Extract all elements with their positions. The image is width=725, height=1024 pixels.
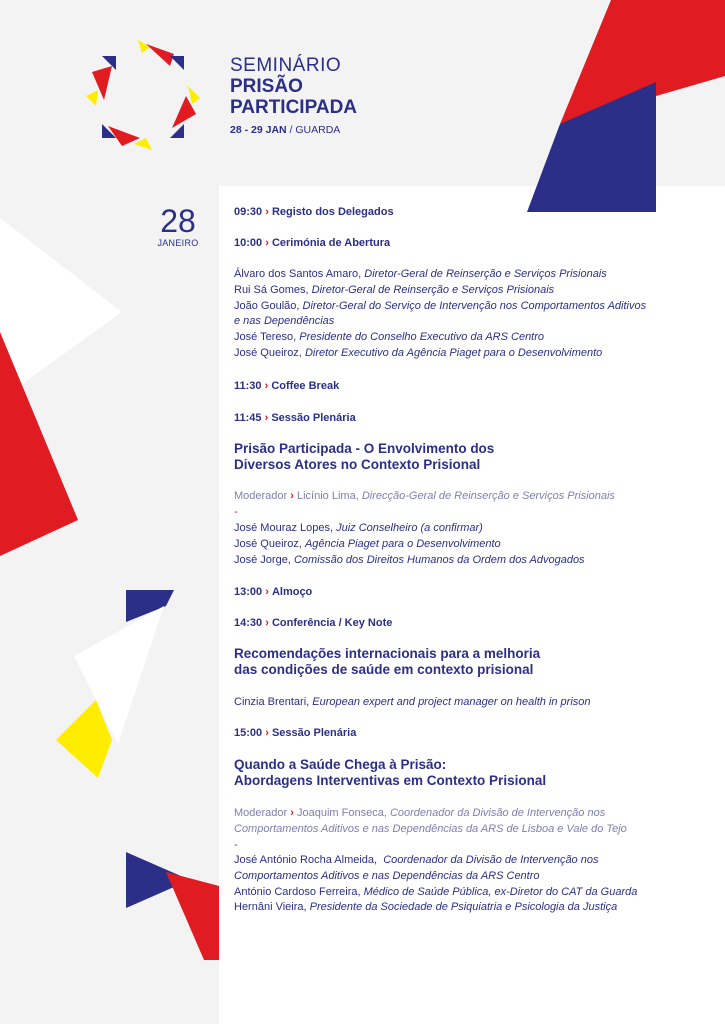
logo-shape: [86, 90, 98, 106]
session-title-line: Recomendações internacionais para a melhoria: [234, 646, 541, 661]
speaker-name: Álvaro dos Santos Amaro,: [234, 268, 362, 280]
speaker-line: [234, 314, 704, 330]
speaker-role: Presidente da Sociedade de Psiquiatria e Psicologia da Justiça: [309, 901, 618, 914]
day-marker: [150, 204, 206, 248]
speaker-line: [234, 330, 704, 346]
arrow-icon: ›: [264, 380, 269, 392]
arrow-icon: ›: [264, 412, 269, 424]
speaker-name: Cinzia Brentari,: [234, 696, 310, 708]
item-time: 09:30: [234, 206, 263, 218]
logo-shape: [188, 86, 200, 104]
item-abertura: [234, 236, 704, 252]
header-dates: 28 - 29 JAN: [230, 124, 287, 136]
item-coffee: [234, 379, 704, 395]
item-label: Sessão Plenária: [271, 412, 356, 424]
speaker-role: Comissão dos Direitos Humanos da Ordem dos Advogados: [293, 553, 585, 566]
item-label: Coffee Break: [271, 380, 340, 392]
speaker-role: Diretor-Geral de Reinserção e Serviços Prisionais: [311, 283, 555, 296]
speaker-line: [234, 521, 704, 537]
item-time: 14:30: [234, 617, 263, 629]
arrow-icon: ›: [290, 807, 294, 819]
header-place: GUARDA: [295, 124, 341, 136]
item-conferencia: [234, 616, 704, 632]
moderator-line: [234, 489, 704, 505]
speaker-role: Médico de Saúde Pública, ex-Diretor do CAT da Guarda: [363, 885, 638, 898]
speaker-name: José Queiroz,: [234, 346, 302, 359]
session-title-line: das condições de saúde em contexto prisional: [234, 662, 534, 677]
dash-separator: -: [234, 838, 238, 851]
speaker-role: e nas Dependências: [234, 315, 335, 328]
speaker-line: [234, 537, 704, 553]
item-time: 11:45: [234, 412, 262, 424]
item-time: 13:00: [234, 586, 263, 598]
speaker-name: Rui Sá Gomes,: [234, 283, 309, 296]
speaker-line: [234, 869, 704, 885]
day-number: 28: [160, 203, 196, 239]
moderator-label: Moderador: [234, 807, 288, 819]
deco-triangle-white: [0, 218, 122, 400]
speaker-role: Diretor-Geral do Serviço de Intervenção nos Comportamentos Aditivos: [302, 299, 647, 312]
item-plenaria-2: [234, 726, 704, 742]
logo-shape: [134, 138, 152, 150]
moderator-line: [234, 822, 704, 838]
header-separator: /: [286, 124, 296, 136]
speaker-line: [234, 900, 704, 916]
session-title-3: [234, 757, 704, 789]
arrow-icon: ›: [265, 586, 269, 598]
speaker-role: European expert and project manager on health in prison: [312, 696, 591, 708]
seminar-logo: [86, 40, 200, 150]
speaker-name: José Queiroz,: [234, 537, 302, 550]
moderator-2: [234, 806, 704, 853]
moderator-role: Direcção-Geral de Reinserção e Serviços Prisionais: [361, 490, 615, 502]
speaker-name: João Goulão,: [234, 299, 300, 312]
speaker-role: Coordenador da Divisão de Intervenção nos: [383, 854, 599, 866]
item-time: 10:00: [234, 237, 263, 249]
item-time: 15:00: [234, 727, 263, 739]
speaker-line: [234, 853, 704, 869]
arrow-icon: ›: [290, 490, 294, 502]
header-date-place: [230, 124, 357, 136]
session-title-2: [234, 646, 704, 678]
moderator-label: Moderador: [234, 490, 288, 502]
day-month: JANEIRO: [157, 238, 199, 248]
speaker-line: [234, 267, 704, 283]
item-label: Registo dos Delegados: [271, 206, 394, 218]
speaker-name: António Cardoso Ferreira,: [234, 885, 361, 898]
session-title-line: Diversos Atores no Contexto Prisional: [234, 457, 481, 472]
speaker-role: Juiz Conselheiro (a confirmar): [336, 522, 483, 534]
speaker-role: Diretor Executivo da Agência Piaget para o Desenvolvimento: [304, 346, 603, 359]
logo-shape: [138, 40, 150, 53]
session-title-line: Quando a Saúde Chega à Prisão:: [234, 757, 447, 772]
speaker-line: [234, 695, 704, 711]
speaker-name: Hernâni Vieira,: [234, 901, 307, 914]
header-title-line1: PRISÃO: [230, 76, 303, 97]
logo-shape: [170, 56, 184, 70]
moderator-role: Comportamentos Aditivos e nas Dependências da ARS de Lisboa e Vale do Tejo: [234, 822, 627, 835]
speaker-name: José Tereso,: [234, 331, 297, 344]
speaker-name: José Mouraz Lopes,: [234, 522, 334, 534]
speaker-role: Agência Piaget para o Desenvolvimento: [304, 537, 501, 550]
speaker-role: Comportamentos Aditivos e nas Dependências da ARS Centro: [234, 869, 540, 882]
arrow-icon: ›: [265, 206, 269, 218]
arrow-icon: ›: [265, 617, 269, 629]
item-label: Almoço: [271, 586, 313, 598]
speaker-line: [234, 885, 704, 901]
speaker-name: José Jorge,: [234, 553, 291, 566]
session-title-line: Abordagens Interventivas em Contexto Prisional: [234, 773, 547, 788]
speakers-abertura: [234, 267, 704, 362]
arrow-icon: ›: [265, 727, 269, 739]
item-registo: [234, 205, 704, 221]
speaker-role: Presidente do Conselho Executivo da ARS Centro: [299, 331, 545, 344]
header-title-line2: PARTICIPADA: [230, 97, 358, 118]
logo-shape: [170, 124, 184, 138]
speaker-line: [234, 299, 704, 315]
session-title-1: [234, 441, 704, 473]
speakers-plenaria-1: [234, 521, 704, 568]
moderator-1: [234, 489, 704, 521]
item-label: Conferência / Key Note: [271, 617, 393, 629]
arrow-icon: ›: [265, 237, 269, 249]
speakers-plenaria-2: [234, 853, 704, 916]
keynote-speaker: [234, 695, 704, 711]
moderator-name: Licínio Lima,: [297, 490, 359, 502]
deco-triangle-red: [166, 872, 219, 960]
session-title-line: Prisão Participada - O Envolvimento dos: [234, 441, 495, 456]
item-time: 11:30: [234, 380, 262, 392]
moderator-role: Coordenador da Divisão de Intervenção nos: [389, 807, 606, 819]
item-label: Cerimónia de Abertura: [271, 237, 391, 249]
item-almoco: [234, 585, 704, 601]
speaker-line: [234, 283, 704, 299]
speaker-name: José António Rocha Almeida,: [234, 854, 378, 866]
speaker-line: [234, 553, 704, 569]
speaker-role: Diretor-Geral de Reinserção e Serviços Prisionais: [364, 268, 607, 280]
speaker-line: [234, 346, 704, 362]
header-subtitle: SEMINÁRIO: [230, 55, 342, 76]
item-plenaria-1: [234, 411, 704, 427]
moderator-name: Joaquim Fonseca,: [297, 807, 387, 819]
item-label: Sessão Plenária: [271, 727, 357, 739]
dash-separator: -: [234, 505, 238, 518]
logo-shape: [146, 44, 174, 66]
seminar-header: [230, 56, 357, 136]
moderator-line: [234, 806, 704, 822]
